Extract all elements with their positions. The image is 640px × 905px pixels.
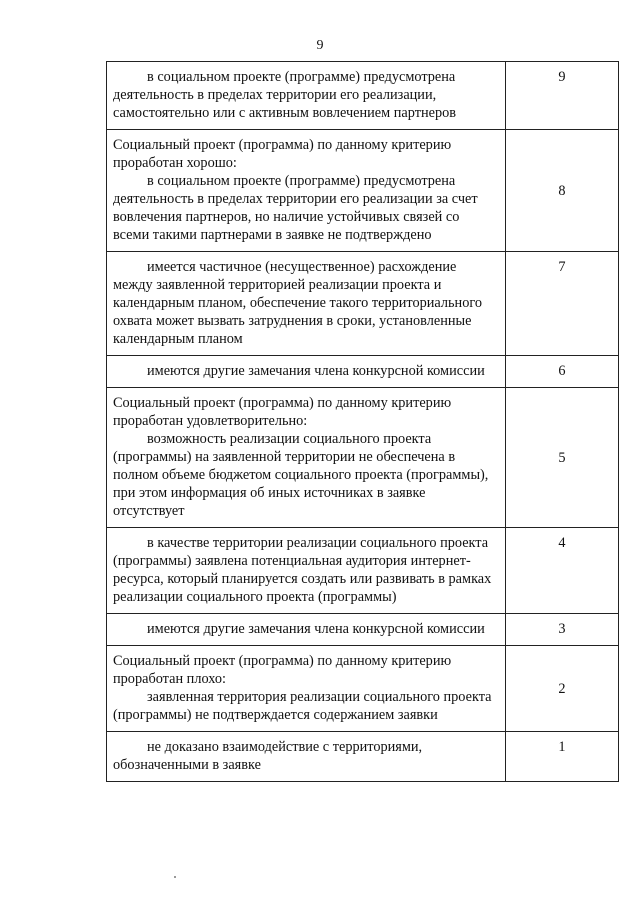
criterion-description [107, 732, 506, 782]
table-row [107, 252, 619, 356]
scan-speck [174, 876, 176, 878]
criterion-score: 6 [506, 356, 619, 388]
table-row [107, 62, 619, 130]
criterion-score: 7 [506, 252, 619, 356]
table-row [107, 130, 619, 252]
criterion-description [107, 356, 506, 388]
criterion-description [107, 252, 506, 356]
criterion-score: 4 [506, 528, 619, 614]
criterion-description [107, 614, 506, 646]
criterion-text: возможность реализации социального проекта (программы) на заявленной территории не обеспечена в полном объеме бюджетом социального проекта (программы), при этом информация об иных источниках в заявке отсутствует [113, 431, 489, 519]
criterion-lead: Социальный проект (программа) по данному критерию проработан удовлетворительно: [113, 395, 452, 429]
criterion-text: имеются другие замечания члена конкурсной комиссии [147, 621, 485, 637]
criterion-description [107, 388, 506, 528]
criterion-text: имеются другие замечания члена конкурсной комиссии [147, 363, 485, 379]
criterion-score: 1 [506, 732, 619, 782]
criterion-text: в социальном проекте (программе) предусмотрена деятельность в пределах территории его реализации за счет вовлечения партнеров, но наличие устойчивых связей со всеми такими партнерами в заявке не подтверждено [113, 173, 478, 243]
criterion-text: в социальном проекте (программе) предусмотрена деятельность в пределах территории его реализации, самостоятельно или с активным вовлечением партнеров [113, 69, 456, 121]
criterion-text: не доказано взаимодействие с территориями, обозначенными в заявке [113, 739, 423, 773]
criterion-lead: Социальный проект (программа) по данному критерию проработан плохо: [113, 653, 452, 687]
criterion-text: заявленная территория реализации социального проекта (программы) не подтверждается содержанием заявки [113, 689, 492, 723]
criterion-score: 3 [506, 614, 619, 646]
page-number: 9 [316, 38, 324, 53]
criterion-description [107, 646, 506, 732]
table-row [107, 646, 619, 732]
criterion-text: в качестве территории реализации социального проекта (программы) заявлена потенциальная аудитория интернет-ресурса, который планируется создать или развивать в рамках реализации социального проекта (программы) [113, 535, 492, 605]
criterion-lead: Социальный проект (программа) по данному критерию проработан хорошо: [113, 137, 452, 171]
table-row [107, 388, 619, 528]
table-row [107, 614, 619, 646]
criterion-description [107, 130, 506, 252]
criterion-score: 9 [506, 62, 619, 130]
criterion-score: 8 [506, 130, 619, 252]
table-row [107, 356, 619, 388]
table-row [107, 732, 619, 782]
table-row [107, 528, 619, 614]
criteria-table [106, 61, 619, 782]
criterion-description [107, 528, 506, 614]
criterion-description [107, 62, 506, 130]
criterion-score: 2 [506, 646, 619, 732]
criterion-score: 5 [506, 388, 619, 528]
criterion-text: имеется частичное (несущественное) расхождение между заявленной территорией реализации проекта и календарным планом, обеспечение такого территориального охвата может вызвать затруднения в сроки, установленные календарным планом [113, 259, 483, 347]
